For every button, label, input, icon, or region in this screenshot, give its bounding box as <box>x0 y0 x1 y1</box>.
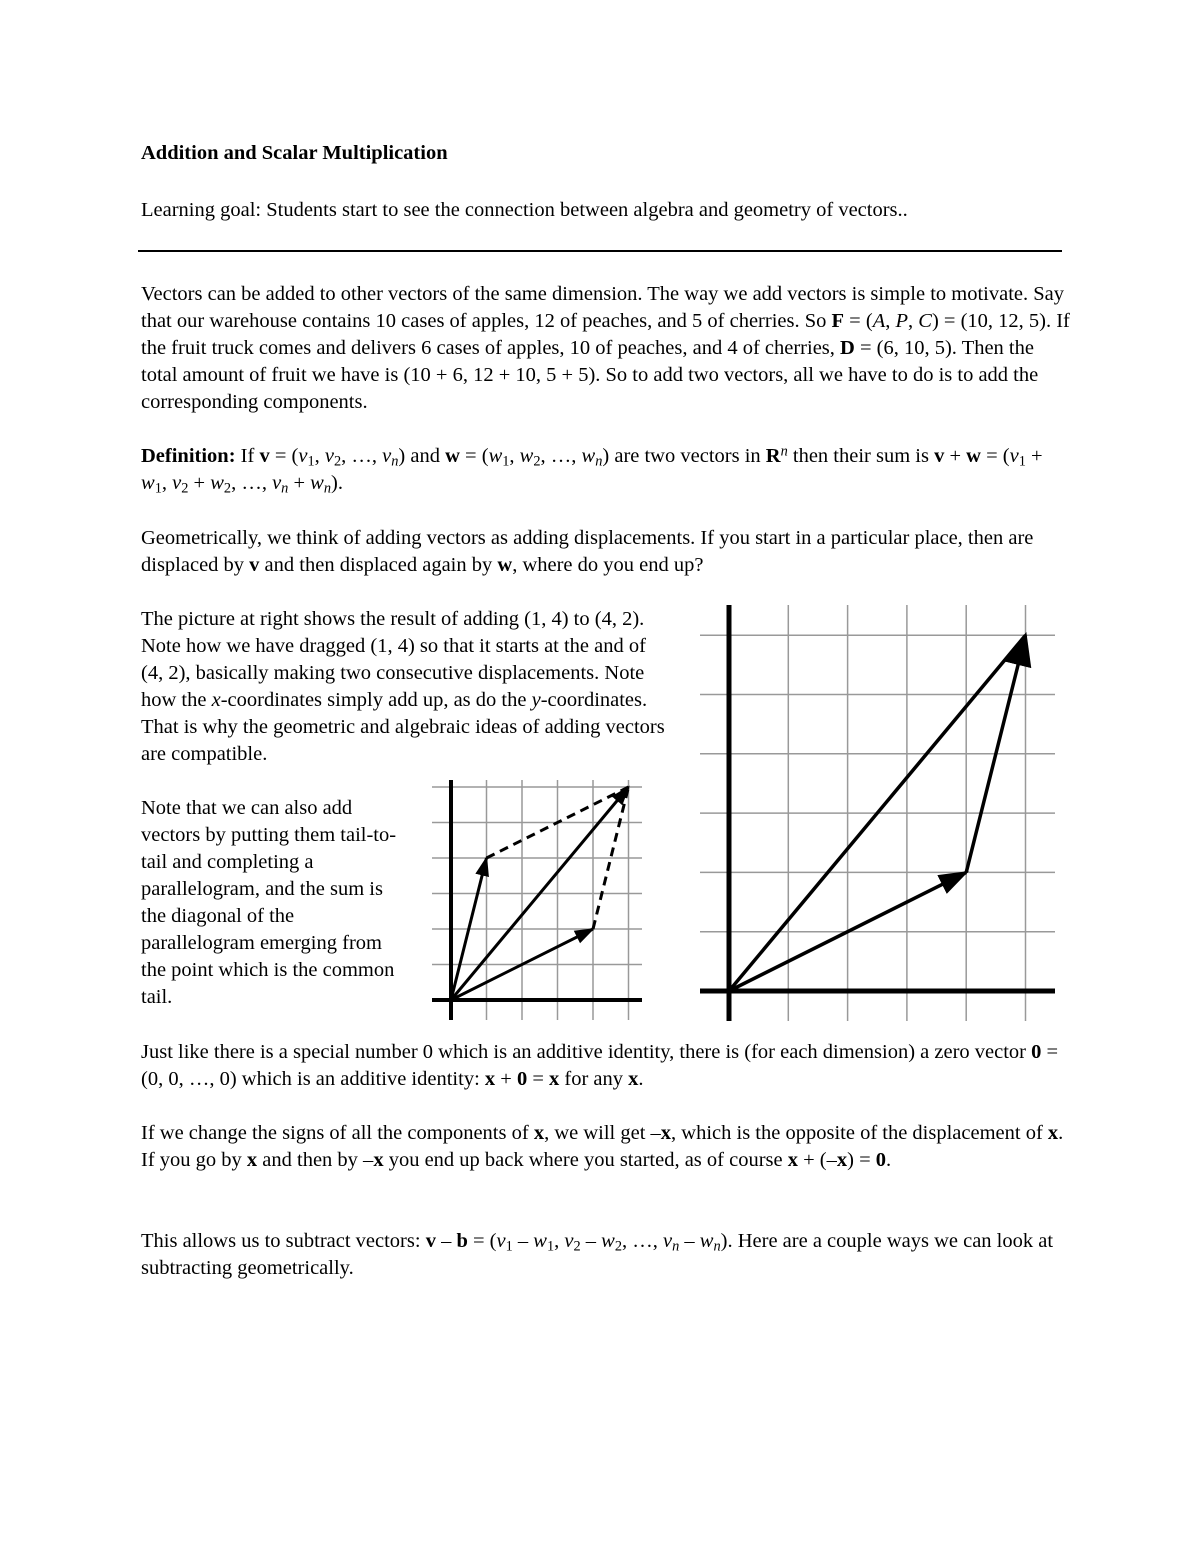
negation-paragraph: If we change the signs of all the components of x, we will get –x, which is the opposite of the displacement of x. If you go by x and then by –x you end up back where you started, as of course x + (–x) = 0. <box>141 1122 1064 1171</box>
subtraction-paragraph: This allows us to subtract vectors: $v - b = (v_1 - w_1$, $v_2 - w_2$, …, $v_n - w_n$). Here are a couple ways we can look at subtracting geometrically. <box>141 1230 1054 1279</box>
picture-paragraph: The picture at right shows the result of adding (1, 4) to (4, 2). Note how we have dragged (1, 4) so that it starts at the and of (4, 2), basically making two consecutive displacements. Note how the x-coordinates simply add up, as do the y-coordinates. That is why the geometric and algebraic ideas of adding vectors are compatible. <box>141 608 665 765</box>
page-title: Addition and Scalar Multiplication <box>141 142 448 164</box>
zero-vector-paragraph: Just like there is a special number 0 which is an additive identity, there is (for each dimension) a zero vector 0 = (0, 0, …, 0) which is an additive identity: x + 0 = x for any x. <box>141 1041 1059 1090</box>
large-vector-figure <box>700 605 1060 1025</box>
paragraph-fruit-example: Vectors can be added to other vectors of the same dimension. The way we add vectors is simple to motivate. Say that our warehouse contains 10 cases of apples, 12 of peaches, and 5 of cherries. So F = (A, P, C) = (10, 12, 5). If the fruit truck comes and delivers 6 cases of apples, 10 of peaches, and 4 of cherries, D = (6, 10, 5). Then the total amount of fruit we have is (10 + 6, 12 + 10, 5 + 5). So to add two vectors, all we have to do is to add the corresponding components. <box>141 283 1070 413</box>
small-vector-figure <box>430 780 650 1020</box>
definition-paragraph: Definition: If $v = (v_1$, $v_2$, …, $v_n$) and $w = (w_1$, $w_2$, …, $w_n$) are two vectors in $R^n$ then their sum is $v + w = (v_1 + w_1$, $v_2 + w_2$, …, $v_n + w_n$). <box>141 443 1043 497</box>
learning-goal: Learning goal: Students start to see the connection between algebra and geometry of vectors.. <box>141 199 908 221</box>
horizontal-rule <box>138 250 1062 252</box>
geometric-paragraph: Geometrically, we think of adding vectors as adding displacements. If you start in a particular place, then are displaced by v and then displaced again by w, where do you end up? <box>141 527 1034 576</box>
parallelogram-paragraph: Note that we can also add vectors by putting them tail-to-tail and completing a parallelogram, and the sum is the diagonal of the parallelogram emerging from the point which is the common tail. <box>141 797 397 1008</box>
